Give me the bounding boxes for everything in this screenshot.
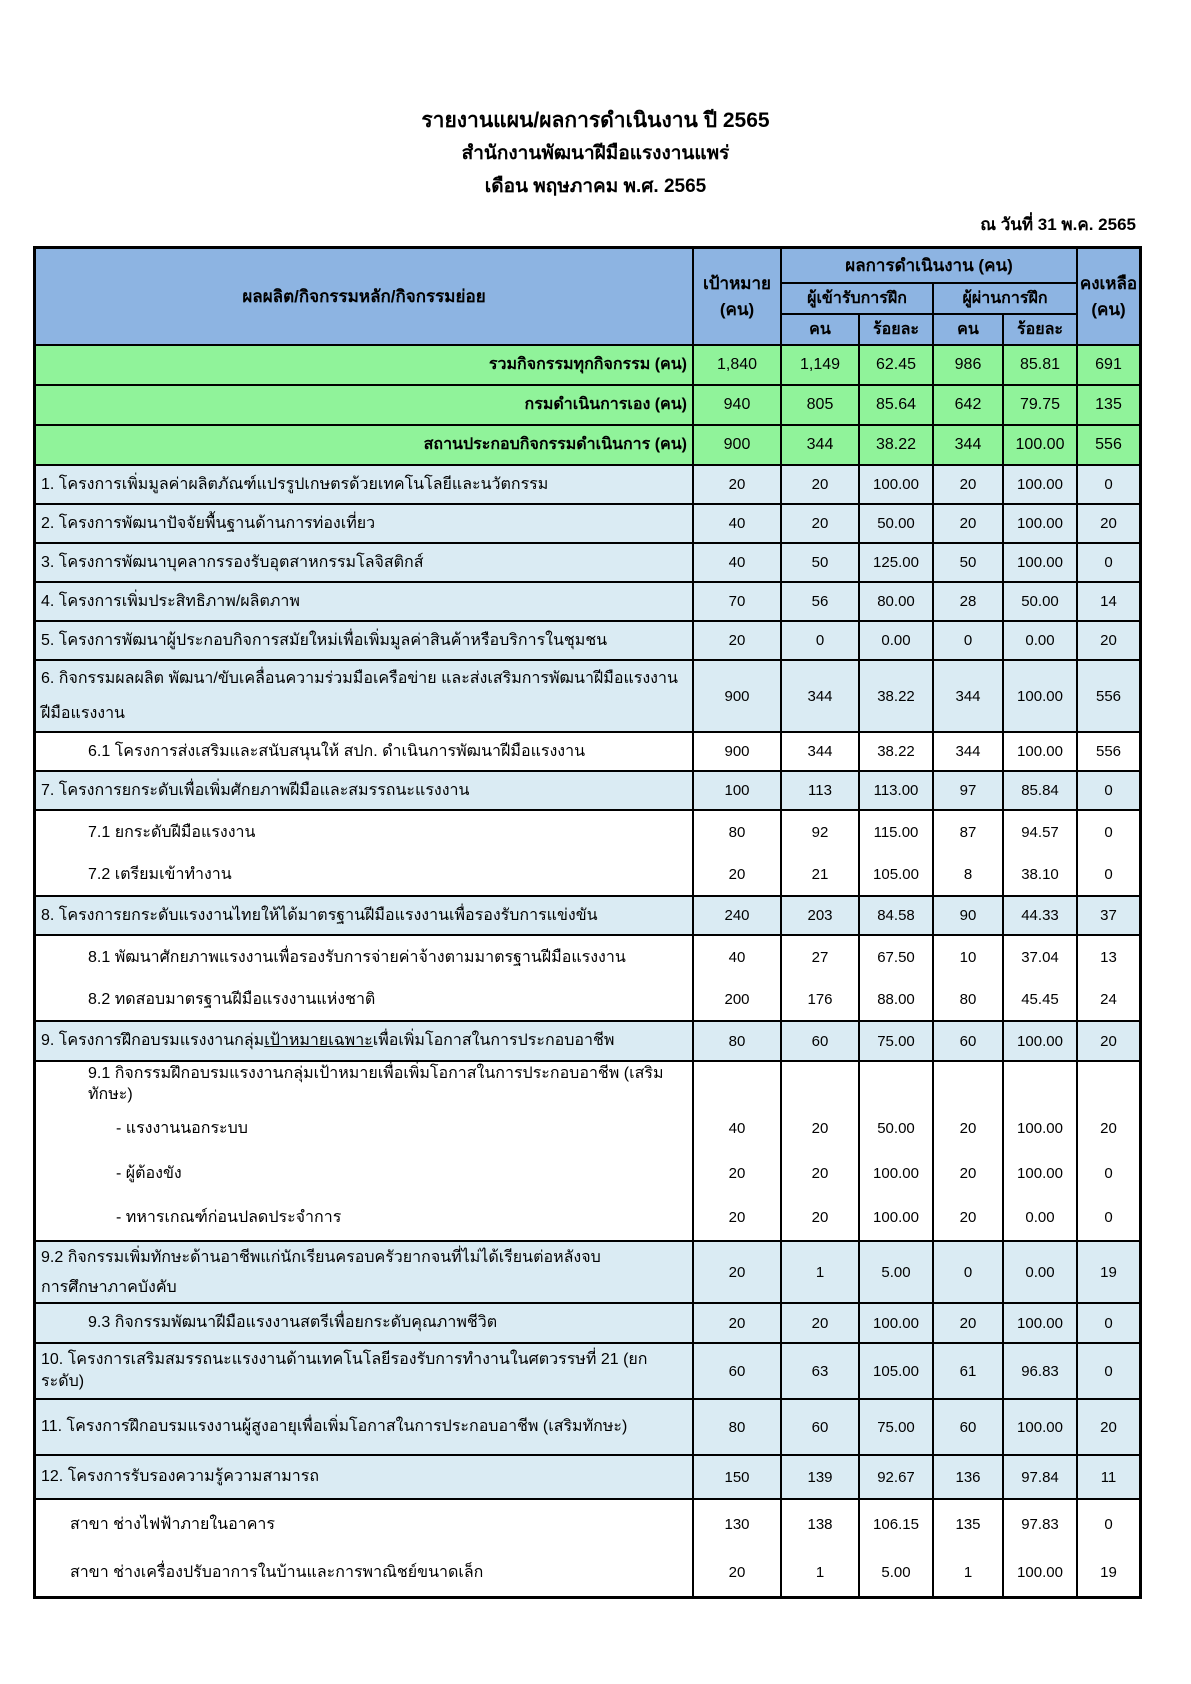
row-label-branch-2: สาขา ช่างเครื่องปรับอาการในบ้านและการพาณิชย์ขนาดเล็ก: [70, 1563, 484, 1581]
cell-value: 45.45: [1021, 990, 1059, 1008]
cell-trainee-count: 56: [782, 583, 860, 620]
cell-remaining-group: [1078, 1062, 1139, 1240]
row-label: [36, 1242, 694, 1302]
cell-target: 80: [694, 1022, 782, 1060]
cell-trainee-percent: 100.00: [860, 1304, 934, 1342]
cell-passed-count: 50: [934, 544, 1004, 581]
cell-trainee-count: 20: [782, 505, 860, 542]
cell-passed-percent: 100.00: [1004, 466, 1078, 503]
cell-passed-count: 20: [934, 1304, 1004, 1342]
cell-value: 100.00: [1017, 1120, 1063, 1138]
row-label: 7. โครงการยกระดับเพื่อเพิ่มศักยภาพฝีมือและสมรรถนะแรงงาน: [36, 772, 694, 809]
cell-remaining: 135: [1095, 396, 1122, 413]
row-label-group: [36, 1500, 694, 1596]
cell-value: 97.83: [1021, 1515, 1059, 1533]
cell-remaining: 0: [1104, 782, 1113, 799]
cell-passed-percent: 79.75: [1004, 386, 1078, 424]
cell-passed-count: 61: [934, 1344, 1004, 1398]
row-label-part3: เพื่อเพิ่มโอกาสในการประกอบอาชีพ: [372, 1032, 615, 1049]
cell-remaining: 556: [1095, 743, 1122, 760]
table-row-project-9: [36, 1022, 1139, 1062]
table-row-project-4: [36, 583, 1139, 622]
cell-empty: [782, 1062, 858, 1107]
cell-trainee-count: 20: [782, 466, 860, 503]
table-rowgroup-9-1: [36, 1062, 1139, 1242]
cell-trainee-percent: 92.67: [860, 1456, 934, 1498]
cell-passed-count-group: [934, 936, 1004, 1020]
row-label: [36, 661, 694, 731]
report-month: เดือน พฤษภาคม พ.ศ. 2565: [484, 176, 707, 197]
col-header-remaining: [1078, 249, 1139, 344]
cell-remaining-group: [1078, 1500, 1139, 1596]
cell-trainee-count-group: [782, 1062, 860, 1240]
row-label-part1: 9. โครงการฝึกอบรมแรงงานกลุ่ม: [41, 1032, 265, 1049]
col-header-results-group: ผลการดำเนินงาน (คน): [782, 249, 1076, 284]
cell-trainee-count: 113: [782, 772, 860, 809]
cell-value: 0: [1104, 1515, 1113, 1533]
cell-value: 20: [728, 1164, 746, 1182]
cell-value: 0: [1104, 1209, 1113, 1227]
cell-value: 40: [728, 948, 746, 966]
row-label-item: - แรงงานนอกระบบ: [116, 1120, 248, 1138]
col-header-trainee-count: คน: [782, 315, 860, 344]
cell-value: 80: [959, 990, 977, 1008]
cell-value: 20: [959, 1164, 977, 1182]
cell-value: 37.04: [1021, 948, 1059, 966]
cell-trainee-percent: 80.00: [860, 583, 934, 620]
cell-trainee-percent-group: [860, 811, 934, 895]
row-label-branch-1: สาขา ช่างไฟฟ้าภายในอาคาร: [70, 1515, 275, 1533]
row-label: 4. โครงการเพิ่มประสิทธิภาพ/ผลิตภาพ: [36, 583, 694, 620]
cell-value: 100.00: [1017, 1164, 1063, 1182]
cell-passed-count: 60: [934, 1022, 1004, 1060]
cell-passed-percent: 100.00: [1004, 544, 1078, 581]
cell-passed-percent: 44.33: [1004, 897, 1078, 934]
cell-value: 21: [811, 865, 829, 883]
cell-passed-count: 0: [934, 1242, 1004, 1302]
cell-value: 20: [959, 1209, 977, 1227]
cell-remaining-group: [1078, 811, 1139, 895]
table-rowgroup-7-subs: [36, 811, 1139, 897]
cell-value: 80: [728, 823, 746, 841]
row-label-7-2: 7.2 เตรียมเข้าทำงาน: [88, 865, 232, 883]
cell-value: 92: [811, 823, 829, 841]
cell-remaining: 0: [1104, 554, 1113, 571]
cell-trainee-percent: 125.00: [860, 544, 934, 581]
cell-passed-percent: 0.00: [1004, 1242, 1078, 1302]
cell-value: 0: [1104, 865, 1113, 883]
cell-value: 5.00: [881, 1563, 911, 1581]
as-of-date: ณ วันที่ 31 พ.ค. 2565: [980, 215, 1136, 234]
report-title: รายงานแผน/ผลการดำเนินงาน ปี 2565: [421, 109, 770, 132]
results-table: [33, 246, 1142, 1599]
cell-value: 20: [1100, 1120, 1117, 1138]
cell-value: 0: [1104, 1164, 1113, 1182]
col-header-activity: ผลผลิต/กิจกรรมหลัก/กิจกรรมย่อย: [36, 249, 694, 344]
col-header-subgroups: [782, 284, 1076, 315]
summary-row-department: [36, 386, 1139, 426]
cell-remaining: 37: [1100, 907, 1117, 924]
cell-trainee-percent: 75.00: [860, 1022, 934, 1060]
cell-passed-percent: 100.00: [1004, 1304, 1078, 1342]
summary-row-total: [36, 346, 1139, 386]
cell-passed-count: 60: [934, 1400, 1004, 1454]
col-header-target-line1: เป้าหมาย: [702, 273, 772, 293]
cell-remaining: 0: [1104, 1362, 1113, 1380]
row-label: 11. โครงการฝึกอบรมแรงงานผู้สูงอายุเพื่อเพิ่มโอกาสในการประกอบอาชีพ (เสริมทักษะ): [36, 1400, 694, 1454]
cell-value: 50.00: [877, 1120, 915, 1138]
col-header-passed: ผู้ผ่านการฝึก: [962, 290, 1048, 307]
cell-value: 1: [815, 1563, 825, 1581]
col-header-passed-count: คน: [934, 315, 1004, 344]
cell-passed-count: 90: [934, 897, 1004, 934]
row-label-group: [36, 936, 694, 1020]
cell-target: 940: [694, 386, 782, 424]
cell-passed-count: 986: [934, 346, 1004, 384]
cell-trainee-percent: 75.00: [860, 1400, 934, 1454]
cell-trainee-percent: 0.00: [860, 622, 934, 659]
row-label: 3. โครงการพัฒนาบุคลากรรองรับอุตสาหกรรมโลจิสติกส์: [36, 544, 694, 581]
col-header-passed-percent: ร้อยละ: [1017, 321, 1063, 338]
cell-target: 100: [694, 772, 782, 809]
cell-target: 20: [694, 466, 782, 503]
cell-passed-percent-group: [1004, 1500, 1078, 1596]
row-label-underlined: เป้าหมายเฉพาะ: [264, 1032, 373, 1049]
cell-target: 80: [694, 1400, 782, 1454]
cell-remaining: 556: [1095, 436, 1122, 453]
cell-passed-count: 20: [934, 505, 1004, 542]
cell-trainee-count: 1,149: [782, 346, 860, 384]
cell-passed-percent: 0.00: [1004, 622, 1078, 659]
cell-remaining: 0: [1104, 1314, 1113, 1332]
cell-value: 106.15: [873, 1515, 919, 1533]
cell-value: 135: [955, 1515, 981, 1533]
row-label-8-2: 8.2 ทดสอบมาตรฐานฝีมือแรงงานแห่งชาติ: [88, 990, 376, 1008]
cell-trainee-percent: 100.00: [860, 466, 934, 503]
col-header-trainee: ผู้เข้ารับการฝึก: [782, 284, 934, 313]
cell-trainee-percent-group: [860, 936, 934, 1020]
cell-value: 67.50: [877, 948, 915, 966]
cell-empty: [694, 1062, 780, 1107]
cell-trainee-percent: 62.45: [860, 346, 934, 384]
col-header-target: [694, 249, 782, 344]
table-rowgroup-8-subs: [36, 936, 1139, 1022]
cell-target: 900: [694, 426, 782, 464]
col-header-remaining-line2: (คน): [1091, 299, 1126, 319]
col-header-remaining-line1: คงเหลือ: [1079, 273, 1138, 293]
cell-trainee-count: 50: [782, 544, 860, 581]
cell-trainee-count: 805: [782, 386, 860, 424]
cell-target: 240: [694, 897, 782, 934]
table-row-project-10: [36, 1344, 1139, 1400]
cell-value: 130: [724, 1515, 750, 1533]
cell-value: 20: [959, 1120, 977, 1138]
cell-value: 1: [963, 1563, 973, 1581]
cell-passed-count: 642: [934, 386, 1004, 424]
cell-passed-percent: 100.00: [1004, 426, 1078, 464]
cell-trainee-percent: 85.64: [860, 386, 934, 424]
cell-value: 88.00: [877, 990, 915, 1008]
row-label-9-1: 9.1 กิจกรรมฝึกอบรมแรงงานกลุ่มเป้าหมายเพื่อเพิ่มโอกาสในการประกอบอาชีพ (เสริมทักษะ): [88, 1065, 664, 1104]
cell-trainee-count: 60: [782, 1400, 860, 1454]
cell-value: 100.00: [873, 1209, 919, 1227]
report-subtitle: สำนักงานพัฒนาฝีมือแรงงานแพร่: [461, 143, 730, 164]
table-row-sub-9-2: [36, 1242, 1139, 1304]
cell-value: 105.00: [873, 865, 919, 883]
cell-trainee-count: 203: [782, 897, 860, 934]
cell-value: 20: [811, 1120, 829, 1138]
cell-passed-percent: 100.00: [1004, 505, 1078, 542]
cell-value: 0: [1104, 823, 1113, 841]
cell-passed-count: 344: [934, 661, 1004, 731]
cell-empty: [860, 1062, 932, 1107]
row-label: 1. โครงการเพิ่มมูลค่าผลิตภัณฑ์แปรรูปเกษตรด้วยเทคโนโลยีและนวัตกรรม: [36, 466, 694, 503]
cell-passed-percent: 96.83: [1004, 1344, 1078, 1398]
cell-trainee-count: 63: [782, 1344, 860, 1398]
cell-trainee-percent: 113.00: [860, 772, 934, 809]
col-header-target-line2: (คน): [719, 299, 755, 319]
cell-remaining-group: [1078, 936, 1139, 1020]
cell-trainee-percent-group: [860, 1500, 934, 1596]
cell-passed-count: 0: [934, 622, 1004, 659]
table-row-project-5: [36, 622, 1139, 661]
row-label-8-1: 8.1 พัฒนาศักยภาพแรงงานเพื่อรองรับการจ่ายค่าจ้างตามมาตรฐานฝีมือแรงงาน: [88, 948, 626, 966]
cell-passed-percent: 100.00: [1004, 1022, 1078, 1060]
cell-target: 1,840: [694, 346, 782, 384]
cell-value: 38.10: [1021, 865, 1059, 883]
cell-target-group: [694, 1062, 782, 1240]
table-row-project-2: [36, 505, 1139, 544]
cell-passed-count: 20: [934, 466, 1004, 503]
cell-value: 115.00: [873, 823, 919, 841]
row-label-group: [36, 811, 694, 895]
cell-value: 87: [959, 823, 977, 841]
cell-passed-percent-group: [1004, 936, 1078, 1020]
cell-value: 19: [1100, 1563, 1117, 1581]
cell-trainee-percent: 50.00: [860, 505, 934, 542]
cell-passed-count: 28: [934, 583, 1004, 620]
cell-value: 20: [811, 1164, 829, 1182]
row-label-line2: ฝีมือแรงงาน: [41, 705, 125, 722]
cell-trainee-count: 344: [782, 426, 860, 464]
row-label: รวมกิจกรรมทุกกิจกรรม (คน): [36, 346, 694, 384]
cell-empty: [934, 1062, 1002, 1107]
cell-value: 20: [728, 865, 746, 883]
cell-remaining: 20: [1100, 1032, 1117, 1050]
cell-passed-percent-group: [1004, 1062, 1078, 1240]
report-header: [0, 0, 1191, 203]
cell-value: 100.00: [873, 1164, 919, 1182]
cell-value: 200: [724, 990, 750, 1008]
cell-remaining: 0: [1104, 476, 1113, 493]
cell-trainee-percent: 38.22: [860, 733, 934, 770]
table-rowgroup-12-branches: [36, 1500, 1139, 1596]
table-row-sub-9-3: [36, 1304, 1139, 1344]
cell-target: 70: [694, 583, 782, 620]
row-label-line1: 9.2 กิจกรรมเพิ่มทักษะด้านอาชีพแก่นักเรียนครอบครัวยากจนที่ไม่ได้เรียนต่อหลังจบ: [41, 1248, 601, 1266]
cell-passed-percent: 100.00: [1004, 661, 1078, 731]
cell-remaining: 19: [1100, 1263, 1117, 1281]
cell-target: 60: [694, 1344, 782, 1398]
col-header-units: [782, 315, 1076, 344]
row-label-group: [36, 1062, 694, 1240]
table-row-project-11: [36, 1400, 1139, 1456]
row-label: กรมดำเนินการเอง (คน): [36, 386, 694, 424]
col-header-trainee-percent: ร้อยละ: [860, 315, 934, 344]
table-row-project-8: [36, 897, 1139, 936]
row-label: สถานประกอบกิจกรรมดำเนินการ (คน): [36, 426, 694, 464]
table-row-project-12: [36, 1456, 1139, 1500]
cell-value: 20: [728, 1563, 746, 1581]
table-row-activity-6: [36, 661, 1139, 733]
cell-value: 27: [811, 948, 829, 966]
cell-trainee-count-group: [782, 811, 860, 895]
cell-trainee-percent: 105.00: [860, 1344, 934, 1398]
cell-value: 24: [1100, 990, 1117, 1008]
cell-passed-count: 136: [934, 1456, 1004, 1498]
cell-target: 20: [694, 1242, 782, 1302]
row-label-line2: การศึกษาภาคบังคับ: [41, 1278, 177, 1296]
col-group-results: [782, 249, 1078, 344]
cell-trainee-count: 60: [782, 1022, 860, 1060]
table-row-project-1: [36, 466, 1139, 505]
cell-target: 900: [694, 661, 782, 731]
cell-trainee-count: 344: [782, 661, 860, 731]
cell-remaining: 20: [1100, 1418, 1117, 1436]
cell-value: 40: [728, 1120, 746, 1138]
cell-value: 94.57: [1021, 823, 1059, 841]
row-label: [36, 1022, 694, 1060]
row-label-7-1: 7.1 ยกระดับฝีมือแรงงาน: [88, 823, 256, 841]
cell-value: 100.00: [1017, 1563, 1063, 1581]
table-row-project-3: [36, 544, 1139, 583]
row-label-item: - ทหารเกณฑ์ก่อนปลดประจำการ: [116, 1209, 342, 1227]
row-label: 2. โครงการพัฒนาปัจจัยพื้นฐานด้านการท่องเที่ยว: [36, 505, 694, 542]
cell-passed-count-group: [934, 1062, 1004, 1240]
cell-target: 900: [694, 733, 782, 770]
cell-value: 138: [807, 1515, 833, 1533]
cell-trainee-percent: 38.22: [860, 426, 934, 464]
cell-passed-percent-group: [1004, 811, 1078, 895]
cell-trainee-count-group: [782, 936, 860, 1020]
cell-passed-percent: 50.00: [1004, 583, 1078, 620]
cell-trainee-percent: 5.00: [860, 1242, 934, 1302]
row-label: 12. โครงการรับรองความรู้ความสามารถ: [36, 1456, 694, 1498]
cell-trainee-count: 0: [782, 622, 860, 659]
cell-value: 176: [807, 990, 833, 1008]
cell-trainee-percent-group: [860, 1062, 934, 1240]
cell-remaining: 11: [1100, 1468, 1117, 1486]
summary-row-establishments: [36, 426, 1139, 466]
cell-trainee-count: 20: [782, 1304, 860, 1342]
cell-value: 8: [963, 865, 973, 883]
cell-passed-count-group: [934, 811, 1004, 895]
cell-remaining: 14: [1100, 593, 1117, 610]
cell-passed-percent: 100.00: [1004, 733, 1078, 770]
row-label: 10. โครงการเสริมสมรรถนะแรงงานด้านเทคโนโลยีรองรับการทำงานในศตวรรษที่ 21 (ยกระดับ): [36, 1344, 694, 1398]
row-label: 5. โครงการพัฒนาผู้ประกอบกิจการสมัยใหม่เพื่อเพิ่มมูลค่าสินค้าหรือบริการในชุมชน: [36, 622, 694, 659]
cell-value: 13: [1100, 948, 1117, 966]
cell-value: 0.00: [1025, 1209, 1055, 1227]
row-label: 9.3 กิจกรรมพัฒนาฝีมือแรงงานสตรีเพื่อยกระดับคุณภาพชีวิต: [36, 1304, 694, 1342]
cell-passed-count: 97: [934, 772, 1004, 809]
cell-passed-count: 344: [934, 733, 1004, 770]
table-row-sub-6-1: [36, 733, 1139, 772]
row-label-line1: 6. กิจกรรมผลผลิต พัฒนา/ขับเคลื่อนความร่วมมือเครือข่าย และส่งเสริมการพัฒนาฝีมือแรงงาน: [41, 670, 678, 687]
cell-target: 20: [694, 1304, 782, 1342]
cell-passed-percent: 85.84: [1004, 772, 1078, 809]
table-header: [36, 249, 1139, 346]
cell-target: 40: [694, 544, 782, 581]
cell-remaining: 20: [1100, 632, 1117, 649]
cell-target: 40: [694, 505, 782, 542]
cell-trainee-count-group: [782, 1500, 860, 1596]
cell-remaining: 20: [1100, 515, 1117, 532]
cell-remaining: 556: [1095, 687, 1122, 705]
cell-passed-percent: 97.84: [1004, 1456, 1078, 1498]
cell-trainee-percent: 38.22: [860, 661, 934, 731]
cell-value: 20: [728, 1209, 746, 1227]
cell-empty: [1004, 1062, 1076, 1107]
cell-target-group: [694, 811, 782, 895]
cell-trainee-count: 139: [782, 1456, 860, 1498]
row-label-item: - ผู้ต้องขัง: [116, 1164, 182, 1182]
table-row-project-7: [36, 772, 1139, 811]
cell-trainee-count: 1: [782, 1242, 860, 1302]
row-label: 6.1 โครงการส่งเสริมและสนับสนุนให้ สปก. ดำเนินการพัฒนาฝีมือแรงงาน: [36, 733, 694, 770]
cell-passed-percent: 100.00: [1004, 1400, 1078, 1454]
cell-value: 10: [959, 948, 977, 966]
cell-passed-count: 344: [934, 426, 1004, 464]
cell-target: 20: [694, 622, 782, 659]
cell-value: 20: [811, 1209, 829, 1227]
cell-passed-count-group: [934, 1500, 1004, 1596]
cell-target-group: [694, 936, 782, 1020]
cell-target: 150: [694, 1456, 782, 1498]
cell-target-group: [694, 1500, 782, 1596]
row-label: 8. โครงการยกระดับแรงงานไทยให้ได้มาตรฐานฝีมือแรงงานเพื่อรองรับการแข่งขัน: [36, 897, 694, 934]
cell-remaining: 691: [1095, 356, 1122, 373]
cell-passed-percent: 85.81: [1004, 346, 1078, 384]
cell-trainee-percent: 84.58: [860, 897, 934, 934]
cell-trainee-count: 344: [782, 733, 860, 770]
cell-empty: [1078, 1062, 1139, 1107]
